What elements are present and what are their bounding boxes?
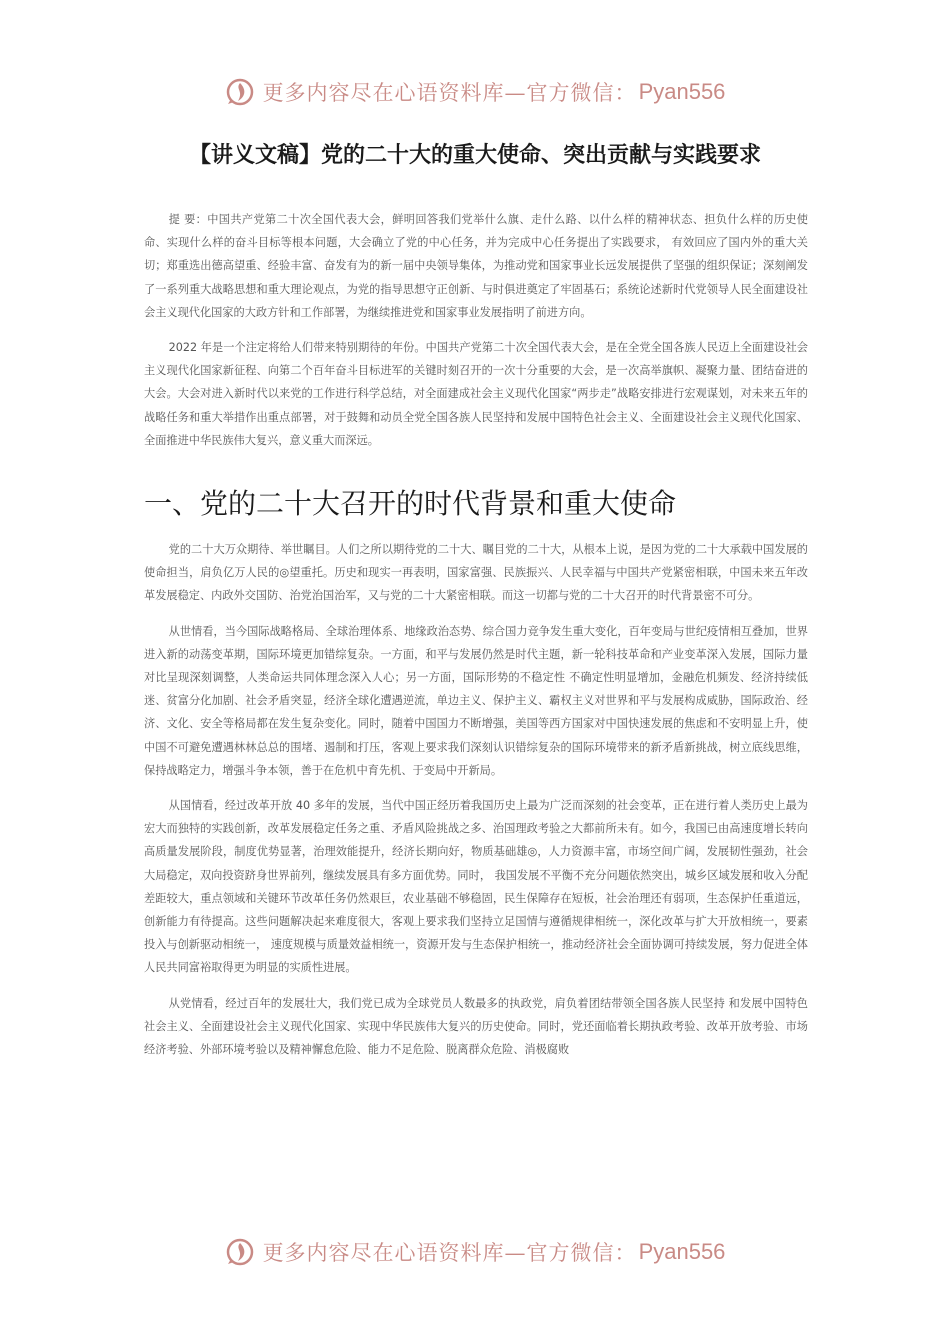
abstract-paragraph: 提 要：中国共产党第二十次全国代表大会，鲜明回答我们党举什么旗、走什么路、以什么样的精神状态、担负什么样的历史使命、实现什么样的奋斗目标等根本问题，大会确立了党的中心任务，并为完成中心任务提出了实践要求， 有效回应了国内外的重大关切；郑重选出德高望重、经验丰富、奋发有为的新一届中央领导集体，为推动党和国家事业长远发展提供了坚强的组织保证；深刻阐发了一系列重大战略思想和重大理论观点，为党的指导思想守正创新、与时俱进奠定了牢固基石；系统论述新时代党领导人民全面建设社会主义现代化国家的大政方针和工作部署，为继续推进党和国家事业发展指明了前进方向。 (144, 213, 808, 319)
header-banner (0, 72, 950, 112)
banner-text: 更多内容尽在心语资料库—官方微信： (262, 81, 637, 105)
section-body (144, 538, 808, 1061)
intro-section (144, 208, 808, 452)
body-paragraph: 从党情看，经过百年的发展壮大，我们党已成为全球党员人数最多的执政党，肩负着团结带领全国各族人民坚持 和发展中国特色社会主义、全面建设社会主义现代化国家、实现中华民族伟大复兴的历史使命。同时，党还面临着长期执政考验、改革开放考验、市场经济考验、外部环境考验以及精神懈怠危险、能力不足危险、脱离群众危险、消极腐败 (144, 996, 808, 1057)
banner-wechat-id: Pyan556 (638, 1239, 726, 1264)
intro-paragraph: 2022 年是一个注定将给人们带来特别期待的年份。中国共产党第二十次全国代表大会，是在全党全国各族人民迈上全面建设社会主义现代化国家新征程、向第二个百年奋斗目标进军的关键时刻召开的一次十分重要的大会，是一次高举旗帜、凝聚力量、团结奋进的大会。大会对进入新时代以来党的工作进行科学总结，对全面建成社会主义现代化国家“两步走”战略安排进行宏观谋划，对未来五年的战略任务和重大举措作出重点部署，对于鼓舞和动员全党全国各族人民坚持和发展中国特色社会主义、全面建设社会主义现代化国家、全面推进中华民族伟大复兴，意义重大而深远。 (144, 341, 808, 447)
banner-text: 更多内容尽在心语资料库—官方微信： (262, 1241, 637, 1265)
body-paragraph: 从世情看，当今国际战略格局、全球治理体系、地缘政治态势、综合国力竞争发生重大变化，百年变局与世纪疫情相互叠加，世界进入新的动荡变革期，国际环境更加错综复杂。一方面，和平与发展仍然是时代主题，新一轮科技革命和产业变革深入发展，国际力量对比呈现深刻调整，人类命运共同体理念深入人心；另一方面，国际形势的不稳定性 不确定性明显增加，金融危机频发、经济持续低迷、贫富分化加剧、社会矛盾突显，经济全球化遭遇逆流，单边主义、保护主义、霸权主义对世界和平与发展构成威胁，国际政治、经济、文化、安全等格局都在发生复杂变化。同时，随着中国国力不断增强，美国等西方国家对中国快速发展的焦虑和不安明显上升，使中国不可避免遭遇林林总总的围堵、遏制和打压，客观上要求我们深刻认识错综复杂的国际环境带来的新矛盾新挑战，树立底线思维，保持战略定力，增强斗争本领，善于在危机中育先机、于变局中开新局。 (144, 624, 808, 777)
flame-circle-logo-icon (225, 77, 255, 107)
body-paragraph: 党的二十大万众期待、举世瞩目。人们之所以期待党的二十大、瞩目党的二十大，从根本上说，是因为党的二十大承载中国发展的使命担当，肩负亿万人民的◎望重托。历史和现实一再表明，国家富强、民族振兴、人民幸福与中国共产党紧密相联，中国未来五年改革发展稳定、内政外交国防、治党治国治军，又与党的二十大紧密相联。而这一切都与党的二十大召开的时代背景密不可分。 (144, 543, 808, 603)
section-heading: 一、党的二十大召开的时代背景和重大使命 (144, 487, 677, 520)
footer-banner (0, 1232, 950, 1272)
body-paragraph: 从国情看，经过改革开放 40 多年的发展，当代中国正经历着我国历史上最为广泛而深刻的社会变革，正在进行着人类历史上最为宏大而独特的实践创新，改革发展稳定任务之重、矛盾风险挑战之多、治国理政考验之大都前所未有。如今，我国已由高速度增长转向高质量发展阶段，制度优势显著，治理效能提升，经济长期向好，物质基础雄◎，人力资源丰富，市场空间广阔，发展韧性强劲，社会大局稳定，双向投资跻身世界前列，继续发展具有多方面优势。同时， 我国发展不平衡不充分问题依然突出，城乡区域发展和收入分配差距较大，重点领域和关键环节改革任务仍然艰巨，农业基础不够稳固，民生保障存在短板，社会治理还有弱项，生态保护任重道远，创新能力有待提高。这些问题解决起来难度很大，客观上要求我们坚持立足国情与遵循规律相统一，深化改革与扩大开放相统一，要素投入与创新驱动相统一， 速度规模与质量效益相统一，资源开发与生态保护相统一，推动经济社会全面协调可持续发展，努力促进全体人民共同富裕取得更为明显的实质性进展。 (144, 799, 808, 975)
banner-wechat-id: Pyan556 (638, 79, 726, 104)
document-title: 【讲义文稿】党的二十大的重大使命、突出贡献与实践要求 (188, 143, 761, 168)
flame-circle-logo-icon (225, 1237, 255, 1267)
